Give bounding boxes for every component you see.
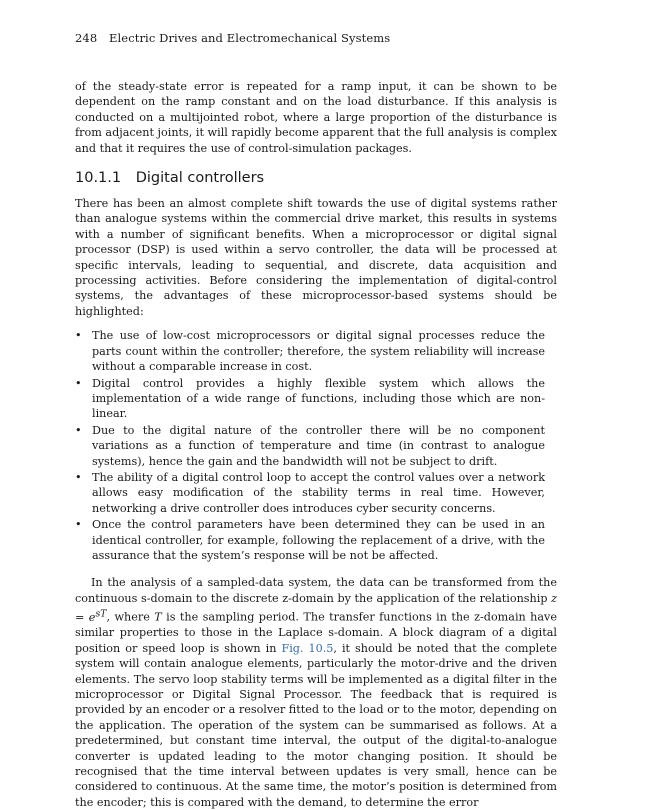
- list-item: [75, 470, 557, 516]
- bullet-icon: •: [75, 423, 82, 437]
- text-run: In the analysis of a sampled-data system, the data can be transformed from the continuous s-domain to the discrete z-domain by the application of the relationship: [75, 576, 557, 605]
- section-heading: [75, 169, 557, 187]
- running-header: [75, 30, 557, 46]
- list-item: [75, 517, 557, 563]
- bullet-icon: •: [75, 470, 82, 484]
- page-number: 248: [75, 31, 98, 45]
- list-item: [75, 328, 557, 374]
- list-item-text: Once the control parameters have been determined they can be used in an identical controller, for example, following the replacement of a drive, with the assurance that the system’s response will be not be affected.: [92, 518, 545, 562]
- paragraph-intro: There has been an almost complete shift towards the use of digital systems rather than analogue systems within the commercial drive market, this results in systems with a number of significant benefits. When a microprocessor or digital signal processor (DSP) is used within a servo controller, the data will be processed at specific intervals, leading to sequential, and discrete, data acquisition and processing activities. Before considering the implementation of digital-control systems, the advantages of these microprocessor-based systems should be highlighted:: [75, 197, 557, 318]
- bullet-icon: •: [75, 329, 82, 343]
- text-run: is the sampling period. The transfer functions in the z-domain have similar properties to those in the Laplace s-domain. A block diagram of a digital position or speed loop is shown in: [75, 610, 557, 655]
- list-item-text: Digital control provides a highly flexible system which allows the implementation of a wide range of functions, including those which are non-linear.: [92, 376, 545, 421]
- bullet-icon: •: [75, 376, 82, 390]
- text-run: , it should be noted that the complete system will contain analogue elements, particularly the motor-drive and the driven elements. The servo loop stability terms will be implemented as a digital filter in the microprocessor or Digital Signal Processor. The feedback that is required is provided by an encoder or a resolver fitted to the load or to the motor, depending on the application. The operation of the system can be summarised as follows. At a predetermined, but constant time interval, the output of the digital-to-analogue converter is updated leading to the motor changing position. It should be recognised that the time interval between updates is very small, hence can be considered to continuous. At the same time, the motor’s position is determined from the encoder; this is compared with the demand, to determine the error: [75, 641, 557, 809]
- advantages-list: [75, 328, 557, 563]
- equation-exponent: sT: [95, 608, 107, 620]
- figure-link[interactable]: Fig. 10.5: [281, 641, 334, 655]
- list-item: [75, 376, 557, 422]
- paragraph-continued: of the steady-state error is repeated for a ramp input, it can be shown to be dependent on the ramp constant and on the load disturbance. If this analysis is conducted on a multijointed robot, where a large proportion of the disturbance is from adjacent joints, it will rapidly become apparent that the full analysis is complex and that it requires the use of control-simulation packages.: [75, 80, 557, 155]
- paragraph-sampled-data: [75, 575, 557, 810]
- section-title: Digital controllers: [135, 170, 265, 187]
- text-run: , where: [106, 610, 155, 624]
- section-number: 10.1.1: [75, 170, 122, 187]
- list-item: [75, 423, 557, 469]
- math-variable: T: [154, 610, 162, 624]
- book-title: Electric Drives and Electromechanical Systems: [109, 31, 391, 45]
- list-item-text: The ability of a digital control loop to accept the control values over a network allows easy modification of the stability terms in real time. However, networking a drive controller does introduces cyber security concerns.: [92, 470, 545, 515]
- equation-base: z = e: [75, 591, 557, 624]
- document-page: [75, 30, 557, 810]
- bullet-icon: •: [75, 518, 82, 532]
- list-item-text: Due to the digital nature of the controller there will be no component variations as a function of temperature and time (in contrast to analogue systems), hence the gain and the bandwidth will not be subject to drift.: [92, 423, 545, 468]
- list-item-text: The use of low-cost microprocessors or digital signal processes reduce the parts count within the controller; therefore, the system reliability will increase without a comparable increase in cost.: [92, 329, 545, 374]
